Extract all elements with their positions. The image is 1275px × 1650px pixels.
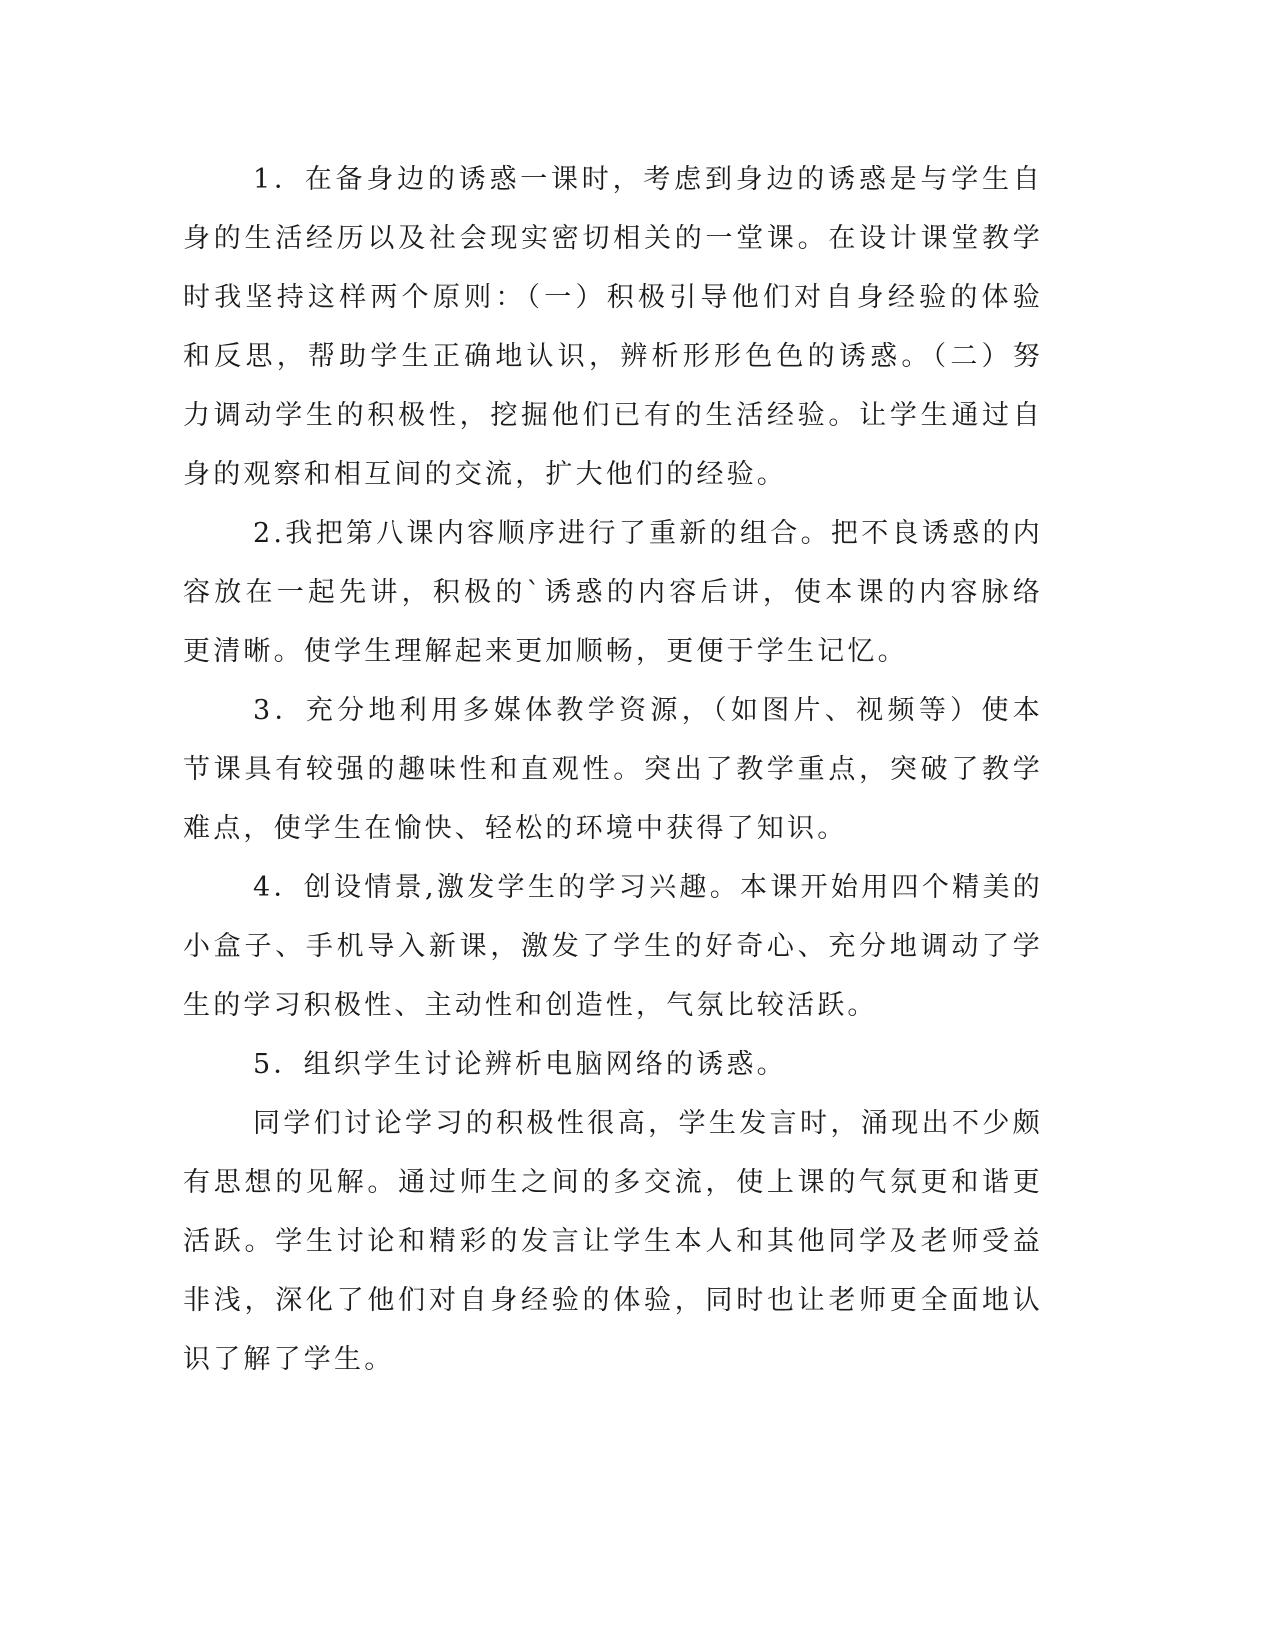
paragraph-3: 3．充分地利用多媒体教学资源，（如图片、视频等）使本节课具有较强的趣味性和直观性。突出了教学重点，突破了教学难点，使学生在愉快、轻松的环境中获得了知识。 (183, 695, 1043, 844)
paragraph-1: 1．在备身边的诱惑一课时，考虑到身边的诱惑是与学生自身的生活经历以及社会现实密切相关的一堂课。在设计课堂教学时我坚持这样两个原则：（一）积极引导他们对自身经验的体验和反思，帮助学生正确地认识，辨析形形色色的诱惑。（二）努力调动学生的积极性，挖掘他们已有的生活经验。让学生通过自身的观察和相互间的交流，扩大他们的经验。 (183, 164, 1043, 490)
document-body (183, 150, 1043, 1389)
paragraph-4: 4．创设情景,激发学生的学习兴趣。本课开始用四个精美的小盒子、手机导入新课，激发了学生的好奇心、充分地调动了学生的学习积极性、主动性和创造性，气氛比较活跃。 (183, 872, 1043, 1021)
paragraph-2: 2.我把第八课内容顺序进行了重新的组合。把不良诱惑的内容放在一起先讲，积极的`诱惑的内容后讲，使本课的内容脉络更清晰。使学生理解起来更加顺畅，更便于学生记忆。 (183, 518, 1043, 667)
paragraph-6: 同学们讨论学习的积极性很高，学生发言时，涌现出不少颇有思想的见解。通过师生之间的多交流，使上课的气氛更和谐更活跃。学生讨论和精彩的发言让学生本人和其他同学及老师受益非浅，深化了他们对自身经验的体验，同时也让老师更全面地认识了解了学生。 (183, 1108, 1043, 1375)
paragraph-5: 5．组织学生讨论辨析电脑网络的诱惑。 (253, 1049, 787, 1080)
